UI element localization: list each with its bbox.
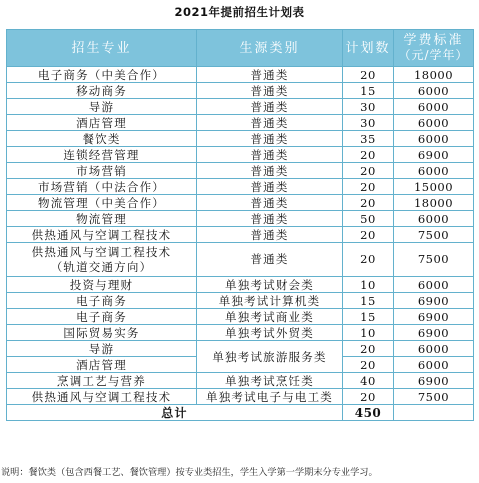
cell-plan: 50 xyxy=(343,211,394,227)
cell-major: 市场营销 xyxy=(7,163,197,179)
total-fee-empty xyxy=(394,405,474,421)
cell-fee: 6000 xyxy=(394,211,474,227)
table-row xyxy=(7,309,474,325)
cell-plan: 20 xyxy=(343,227,394,243)
cell-fee: 18000 xyxy=(394,195,474,211)
cell-fee: 18000 xyxy=(394,67,474,83)
cell-plan: 20 xyxy=(343,357,394,373)
table-row xyxy=(7,195,474,211)
table-row xyxy=(7,179,474,195)
cell-source: 单独考试财会类 xyxy=(197,277,343,293)
cell-source: 普通类 xyxy=(197,83,343,99)
cell-major: 物流管理 xyxy=(7,211,197,227)
cell-fee: 6000 xyxy=(394,99,474,115)
cell-fee: 6000 xyxy=(394,131,474,147)
cell-major: 国际贸易实务 xyxy=(7,325,197,341)
header-fee-line1: 学费标准 xyxy=(403,33,464,48)
table-row xyxy=(7,99,474,115)
footnote: 说明：餐饮类（包含西餐工艺、餐饮管理）按专业类招生，学生入学第一学期末分专业学习。 xyxy=(1,467,378,478)
cell-fee: 6900 xyxy=(394,147,474,163)
cell-major: 连锁经营管理 xyxy=(7,147,197,163)
cell-source: 普通类 xyxy=(197,99,343,115)
cell-major: 酒店管理 xyxy=(7,357,197,373)
cell-source: 单独考试外贸类 xyxy=(197,325,343,341)
cell-plan: 20 xyxy=(343,147,394,163)
header-major: 招生专业 xyxy=(7,30,197,67)
header-plan: 计划数 xyxy=(343,30,394,67)
cell-major: 酒店管理 xyxy=(7,115,197,131)
cell-plan: 20 xyxy=(343,67,394,83)
cell-source: 普通类 xyxy=(197,195,343,211)
cell-major: 电子商务（中美合作） xyxy=(7,67,197,83)
cell-plan: 10 xyxy=(343,277,394,293)
cell-fee: 7500 xyxy=(394,227,474,243)
table-row xyxy=(7,325,474,341)
cell-source: 单独考试计算机类 xyxy=(197,293,343,309)
cell-plan: 20 xyxy=(343,179,394,195)
cell-source: 单独考试旅游服务类 xyxy=(197,341,343,373)
cell-plan: 20 xyxy=(343,243,394,277)
cell-major-line2: （轨道交通方向） xyxy=(50,259,153,274)
cell-fee: 6900 xyxy=(394,373,474,389)
cell-fee: 15000 xyxy=(394,179,474,195)
cell-major: 供热通风与空调工程技术 xyxy=(7,389,197,405)
page-title: 2021年提前招生计划表 xyxy=(174,5,305,19)
cell-fee: 6000 xyxy=(394,83,474,99)
cell-fee: 6000 xyxy=(394,341,474,357)
cell-fee: 7500 xyxy=(394,243,474,277)
cell-major: 市场营销（中法合作） xyxy=(7,179,197,195)
table-row xyxy=(7,115,474,131)
cell-source: 单独考试电子与电工类 xyxy=(197,389,343,405)
total-plan: 450 xyxy=(343,405,394,421)
cell-source: 普通类 xyxy=(197,243,343,277)
total-row xyxy=(7,405,474,421)
cell-plan: 40 xyxy=(343,373,394,389)
cell-source: 普通类 xyxy=(197,211,343,227)
table-body xyxy=(7,67,474,421)
cell-major: 电子商务 xyxy=(7,293,197,309)
cell-plan: 30 xyxy=(343,99,394,115)
cell-fee: 6900 xyxy=(394,325,474,341)
cell-source: 普通类 xyxy=(197,163,343,179)
table-row xyxy=(7,163,474,179)
cell-major-line1: 供热通风与空调工程技术 xyxy=(31,244,172,259)
total-label: 总计 xyxy=(7,405,343,421)
table-header xyxy=(7,30,474,67)
cell-major: 物流管理（中美合作） xyxy=(7,195,197,211)
cell-major: 供热通风与空调工程技术 xyxy=(7,227,197,243)
cell-source: 普通类 xyxy=(197,67,343,83)
table-row xyxy=(7,211,474,227)
cell-fee: 6000 xyxy=(394,163,474,179)
cell-source: 普通类 xyxy=(197,147,343,163)
header-fee xyxy=(394,30,474,67)
cell-fee: 6000 xyxy=(394,115,474,131)
table-row xyxy=(7,243,474,277)
table-row xyxy=(7,373,474,389)
cell-source: 普通类 xyxy=(197,131,343,147)
cell-fee: 6900 xyxy=(394,293,474,309)
cell-plan: 10 xyxy=(343,325,394,341)
cell-major: 导游 xyxy=(7,99,197,115)
cell-plan: 15 xyxy=(343,309,394,325)
cell-major: 移动商务 xyxy=(7,83,197,99)
cell-plan: 20 xyxy=(343,163,394,179)
table-row xyxy=(7,389,474,405)
cell-source: 单独考试商业类 xyxy=(197,309,343,325)
cell-plan: 15 xyxy=(343,293,394,309)
enrollment-plan-table xyxy=(6,29,474,421)
table-row xyxy=(7,67,474,83)
cell-plan: 30 xyxy=(343,115,394,131)
cell-plan: 20 xyxy=(343,389,394,405)
cell-plan: 15 xyxy=(343,83,394,99)
cell-fee: 7500 xyxy=(394,389,474,405)
table-row xyxy=(7,131,474,147)
cell-plan: 20 xyxy=(343,195,394,211)
cell-fee: 6000 xyxy=(394,277,474,293)
header-fee-line2: （元/学年） xyxy=(398,48,469,62)
table-row xyxy=(7,147,474,163)
cell-major: 餐饮类 xyxy=(7,131,197,147)
table-row xyxy=(7,293,474,309)
header-source: 生源类别 xyxy=(197,30,343,67)
cell-source: 普通类 xyxy=(197,115,343,131)
cell-plan: 20 xyxy=(343,341,394,357)
table-row xyxy=(7,227,474,243)
cell-major: 电子商务 xyxy=(7,309,197,325)
enrollment-plan-table-wrapper xyxy=(6,29,473,421)
cell-source: 普通类 xyxy=(197,227,343,243)
cell-fee: 6900 xyxy=(394,309,474,325)
table-row xyxy=(7,277,474,293)
cell-plan: 35 xyxy=(343,131,394,147)
table-row xyxy=(7,83,474,99)
cell-fee: 6000 xyxy=(394,357,474,373)
cell-major xyxy=(7,243,197,277)
cell-source: 普通类 xyxy=(197,179,343,195)
cell-major: 导游 xyxy=(7,341,197,357)
cell-major: 烹调工艺与营养 xyxy=(7,373,197,389)
cell-major: 投资与理财 xyxy=(7,277,197,293)
table-row xyxy=(7,341,474,357)
cell-source: 单独考试烹饪类 xyxy=(197,373,343,389)
